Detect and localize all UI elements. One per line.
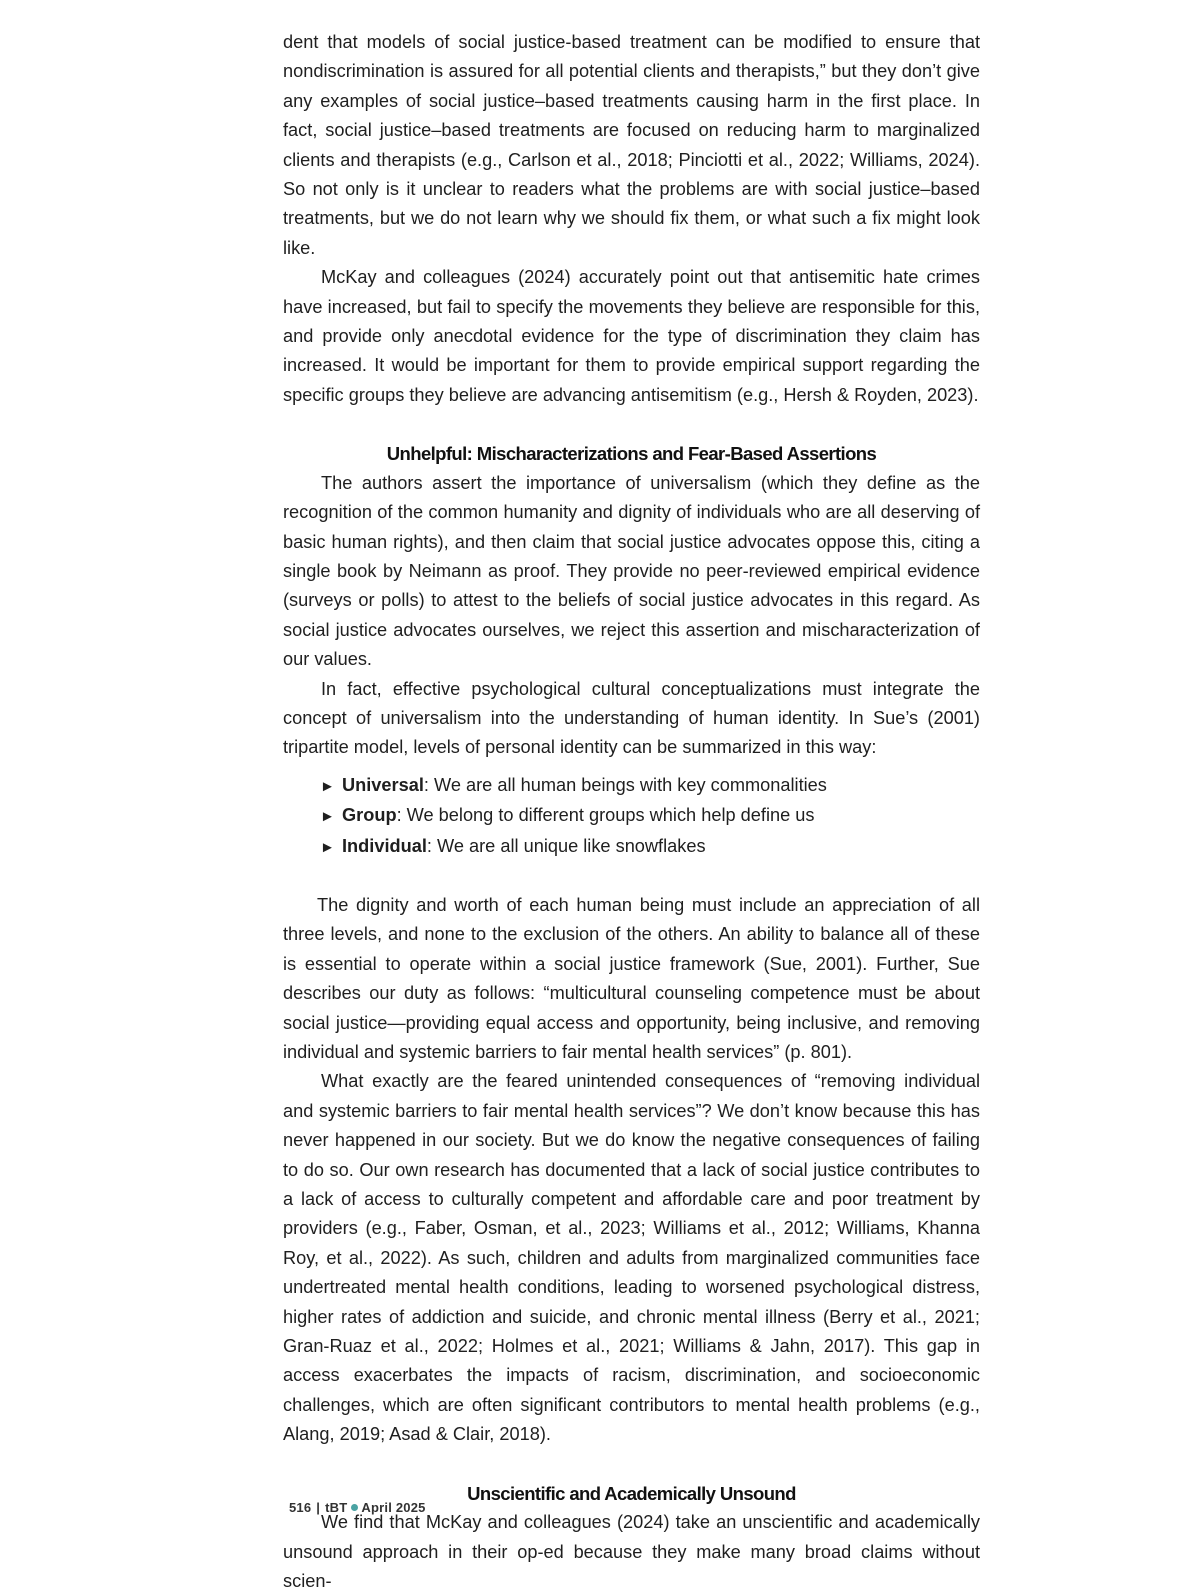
paragraph: The authors assert the importance of universalism (which they define as the recognition of the common humanity and dignity of individuals who are all deserving of basic human rights), and then claim that social justice advocates oppose this, citing a single book by Neimann as proof. They provide no peer-reviewed empirical evidence (surveys or polls) to attest to the beliefs of social justice advocates in this regard. As social justice advocates ourselves, we reject this assertion and mischaracterization of our values. (283, 472, 980, 670)
paragraph: The dignity and worth of each human being must include an appreciation of all three levels, and none to the exclusion of the others. An ability to balance all of these is essential to operate within a social justice framework (Sue, 2001). Further, Sue describes our duty as follows: “multicultural counseling competence must be about social justice—providing equal access and opportunity, being inclusive, and removing individual and systemic barriers to fair mental health services” (p. 801). (283, 894, 980, 1062)
list-item (320, 832, 980, 862)
right-triangle-icon: ► (320, 808, 335, 826)
section-spacer (283, 1450, 980, 1479)
identity-levels-list (283, 771, 980, 862)
article-column (283, 28, 980, 1596)
right-triangle-icon: ► (320, 838, 335, 856)
paragraph: We find that McKay and colleagues (2024) take an unscientific and academically unsound approach in their op-ed because they make many broad claims without scien- (283, 1512, 980, 1591)
list-spacer (283, 763, 980, 771)
paragraph: McKay and colleagues (2024) accurately point out that antisemitic hate crimes have increased, but fail to specify the movements they believe are responsible for this, and provide only anecdotal evidence for the type of discrimination they claim has increased. It would be important for them to provide empirical support regarding the specific groups they believe are advancing antisemitism (e.g., Hersh & Royden, 2023). (283, 267, 980, 405)
list-spacer (283, 862, 980, 891)
dot-icon (351, 1504, 358, 1511)
list-item-text: : We belong to different groups which help define us (396, 805, 815, 826)
page-number: 516 (289, 1500, 312, 1515)
journal-name: tBT (325, 1500, 348, 1515)
section-heading-unhelpful: Unhelpful: Mischaracterizations and Fear-Based Assertions (386, 443, 877, 465)
paragraph-continued: dent that models of social justice-based treatment can be modified to ensure that nondiscrimination is assured for all potential clients and therapists,” but they don’t give any examples of social justice–based treatments causing harm in the first place. In fact, social justice–based treatments are focused on reducing harm to marginalized clients and therapists (e.g., Carlson et al., 2018; Pinciotti et al., 2022; Williams, 2024). So not only is it unclear to readers what the problems are with social justice–based treatments, but we do not learn why we should fix them, or what such a fix might look like. (283, 32, 980, 258)
list-item-text: : We are all unique like snowflakes (426, 835, 706, 856)
list-item-term: Individual (342, 835, 427, 856)
list-item-text: : We are all human beings with key commonalities (423, 774, 827, 795)
section-heading-unscientific: Unscientific and Academically Unsound (467, 1482, 796, 1504)
page-footer (289, 1500, 426, 1515)
section-spacer (283, 410, 980, 439)
list-item (320, 801, 980, 831)
list-item-term: Universal (342, 774, 424, 795)
list-item (320, 771, 980, 801)
footer-separator: | (316, 1500, 321, 1515)
issue-date: April 2025 (361, 1500, 426, 1515)
list-item-term: Group (342, 805, 397, 826)
paragraph: In fact, effective psychological cultural conceptualizations must integrate the concept of universalism into the understanding of human identity. In Sue’s (2001) tripartite model, levels of personal identity can be summarized in this way: (283, 678, 980, 758)
right-triangle-icon: ► (320, 777, 335, 795)
paragraph: What exactly are the feared unintended consequences of “removing individual and systemic barriers to fair mental health services”? We don’t know because this has never happened in our society. But we do know the negative consequences of failing to do so. Our own research has documented that a lack of social justice contributes to a lack of access to culturally competent and affordable care and poor treatment by providers (e.g., Faber, Osman, et al., 2023; Williams et al., 2012; Williams, Khanna Roy, et al., 2022). As such, children and adults from marginalized communities face undertreated mental health conditions, leading to worsened psychological distress, higher rates of addiction and suicide, and chronic mental illness (Berry et al., 2021; Gran-Ruaz et al., 2022; Holmes et al., 2021; Williams & Jahn, 2017). This gap in access exacerbates the impacts of racism, discrimination, and socioeconomic challenges, which are often significant contributors to mental health problems (e.g., Alang, 2019; Asad & Clair, 2018). (283, 1071, 980, 1445)
